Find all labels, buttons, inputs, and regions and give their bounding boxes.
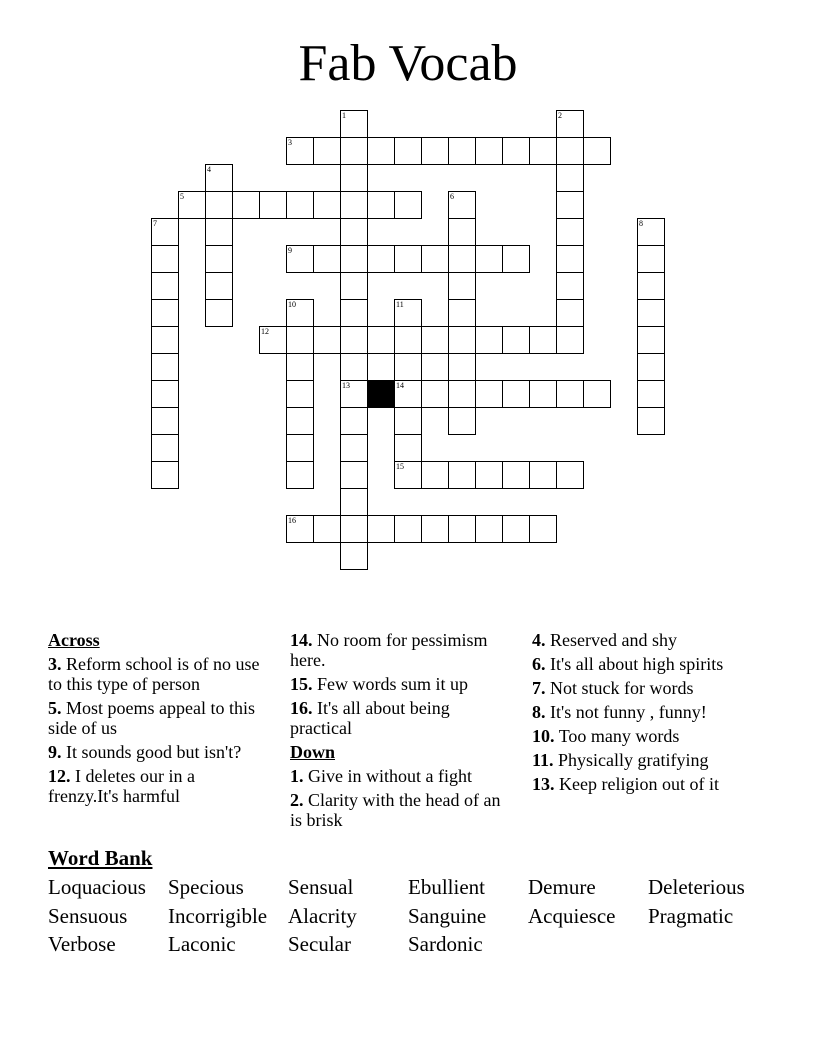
down-heading: Down: [290, 742, 336, 762]
grid-cell[interactable]: [151, 272, 179, 300]
clue-num: 1.: [290, 766, 304, 786]
grid-cell[interactable]: [340, 245, 368, 273]
grid-cell[interactable]: [448, 461, 476, 489]
grid-cell[interactable]: [421, 326, 449, 354]
clue: [532, 774, 762, 794]
grid-cell[interactable]: [313, 515, 341, 543]
clue-number: 15: [396, 462, 404, 471]
grid-cell[interactable]: [556, 380, 584, 408]
grid-cell[interactable]: [313, 326, 341, 354]
grid-cell[interactable]: [340, 272, 368, 300]
clue: [48, 742, 263, 762]
grid-cell[interactable]: [367, 137, 395, 165]
word-bank-word: Sensuous: [48, 904, 128, 928]
clue-num: 3.: [48, 654, 62, 674]
clue: [290, 766, 505, 786]
grid-cell[interactable]: [556, 137, 584, 165]
grid-cell[interactable]: [556, 218, 584, 246]
grid-cell[interactable]: [448, 380, 476, 408]
clue-num: 7.: [532, 678, 546, 698]
grid-cell[interactable]: [529, 515, 557, 543]
grid-cell[interactable]: [151, 461, 179, 489]
clue: [48, 766, 263, 806]
clue-number: 4: [207, 165, 211, 174]
clue-text: Clarity with the head of an is brisk: [290, 790, 501, 830]
grid-cell[interactable]: [637, 407, 665, 435]
grid-cell[interactable]: [340, 110, 368, 138]
clue: [532, 702, 762, 722]
word-bank-word: Ebullient: [408, 875, 485, 899]
grid-cell[interactable]: [394, 137, 422, 165]
grid-cell[interactable]: [421, 245, 449, 273]
grid-cell[interactable]: [394, 380, 422, 408]
grid-cell[interactable]: [556, 164, 584, 192]
word-bank-word: Acquiesce: [528, 904, 616, 928]
word-bank-word: Incorrigible: [168, 904, 268, 928]
grid-cell[interactable]: [205, 191, 233, 219]
grid-cell[interactable]: [637, 218, 665, 246]
word-bank-word: Demure: [528, 875, 596, 899]
grid-cell[interactable]: [286, 461, 314, 489]
clue-text: Reform school is of no use to this type of person: [48, 654, 260, 694]
clue-num: 16.: [290, 698, 313, 718]
clue-num: 8.: [532, 702, 546, 722]
clue: [48, 654, 263, 694]
grid-cell[interactable]: [205, 218, 233, 246]
clues-column-1: [48, 630, 263, 810]
clue-number: 12: [261, 327, 269, 336]
clue-number: 5: [180, 192, 184, 201]
grid-cell[interactable]: [367, 245, 395, 273]
grid-cell[interactable]: [178, 191, 206, 219]
clue-text: Give in without a fight: [308, 766, 472, 786]
clue-text: Reserved and shy: [550, 630, 677, 650]
clue: [290, 674, 505, 694]
grid-cell[interactable]: [151, 353, 179, 381]
grid-cell[interactable]: [502, 380, 530, 408]
grid-cell[interactable]: [340, 218, 368, 246]
grid-cell[interactable]: [367, 326, 395, 354]
grid-cell[interactable]: [340, 164, 368, 192]
grid-cell[interactable]: [475, 137, 503, 165]
grid-cell[interactable]: [637, 299, 665, 327]
grid-cell[interactable]: [151, 326, 179, 354]
grid-cell[interactable]: [313, 245, 341, 273]
grid-cell[interactable]: [502, 461, 530, 489]
clues-column-2: [290, 630, 505, 834]
grid-cell[interactable]: [340, 488, 368, 516]
grid-cell[interactable]: [286, 434, 314, 462]
clue-num: 14.: [290, 630, 313, 650]
clue-num: 2.: [290, 790, 304, 810]
grid-cell[interactable]: [205, 299, 233, 327]
clue-text: I deletes our in a frenzy.It's harmful: [48, 766, 195, 806]
grid-cell[interactable]: [502, 515, 530, 543]
grid-cell[interactable]: [421, 461, 449, 489]
clue: [532, 654, 762, 674]
clue: [290, 630, 505, 670]
grid-cell[interactable]: [475, 326, 503, 354]
grid-cell[interactable]: [286, 299, 314, 327]
grid-cell[interactable]: [556, 245, 584, 273]
grid-cell[interactable]: [340, 191, 368, 219]
grid-cell[interactable]: [151, 299, 179, 327]
clue-text: Few words sum it up: [317, 674, 469, 694]
word-bank-word: Laconic: [168, 932, 236, 956]
grid-cell[interactable]: [448, 191, 476, 219]
word-bank-word: Secular: [288, 932, 351, 956]
clue-number: 7: [153, 219, 157, 228]
grid-cell[interactable]: [340, 434, 368, 462]
grid-cell[interactable]: [286, 407, 314, 435]
grid-cell[interactable]: [448, 353, 476, 381]
clue-num: 11.: [532, 750, 554, 770]
grid-cell[interactable]: [367, 353, 395, 381]
word-bank-word: Verbose: [48, 932, 116, 956]
word-bank-word: Alacrity: [288, 904, 357, 928]
grid-cell[interactable]: [583, 380, 611, 408]
clue-number: 8: [639, 219, 643, 228]
grid-cell[interactable]: [583, 137, 611, 165]
clue-text: No room for pessimism here.: [290, 630, 488, 670]
clue-text: Physically gratifying: [558, 750, 709, 770]
clue-number: 3: [288, 138, 292, 147]
grid-cell[interactable]: [448, 407, 476, 435]
grid-cell[interactable]: [637, 353, 665, 381]
clue-text: It's all about being practical: [290, 698, 450, 738]
clue-number: 9: [288, 246, 292, 255]
across-heading: Across: [48, 630, 100, 650]
clue-num: 6.: [532, 654, 546, 674]
clue-number: 13: [342, 381, 350, 390]
word-bank-word: Sanguine: [408, 904, 487, 928]
grid-cell[interactable]: [421, 380, 449, 408]
grid-cell[interactable]: [448, 326, 476, 354]
grid-cell[interactable]: [259, 191, 287, 219]
clue: [532, 678, 762, 698]
grid-cell[interactable]: [502, 245, 530, 273]
word-bank-word: Pragmatic: [648, 904, 734, 928]
grid-cell[interactable]: [286, 191, 314, 219]
grid-cell[interactable]: [340, 380, 368, 408]
grid-cell[interactable]: [448, 218, 476, 246]
grid-cell[interactable]: [205, 272, 233, 300]
grid-cell[interactable]: [637, 380, 665, 408]
grid-cell[interactable]: [340, 299, 368, 327]
grid-cell[interactable]: [313, 137, 341, 165]
grid-cell[interactable]: [286, 245, 314, 273]
grid-cell[interactable]: [340, 407, 368, 435]
grid-cell[interactable]: [286, 353, 314, 381]
grid-cell[interactable]: [367, 191, 395, 219]
clue-num: 10.: [532, 726, 555, 746]
grid-cell[interactable]: [448, 137, 476, 165]
grid-cell[interactable]: [556, 299, 584, 327]
grid-cell[interactable]: [448, 299, 476, 327]
clue-num: 5.: [48, 698, 62, 718]
clues-column-3: [532, 630, 762, 798]
grid-cell[interactable]: [340, 326, 368, 354]
grid-cell[interactable]: [259, 326, 287, 354]
clue-number: 1: [342, 111, 346, 120]
clue-num: 9.: [48, 742, 62, 762]
grid-cell[interactable]: [637, 326, 665, 354]
puzzle-title: Fab Vocab: [298, 35, 518, 92]
clue-text: Most poems appeal to this side of us: [48, 698, 255, 738]
word-bank-word: Sardonic: [408, 932, 483, 956]
grid-cell[interactable]: [286, 380, 314, 408]
grid-cell[interactable]: [151, 434, 179, 462]
clue-text: It's all about high spirits: [550, 654, 724, 674]
grid-cell[interactable]: [232, 191, 260, 219]
grid-cell[interactable]: [340, 461, 368, 489]
grid-cell[interactable]: [286, 515, 314, 543]
grid-cell[interactable]: [151, 218, 179, 246]
grid-cell[interactable]: [448, 245, 476, 273]
grid-cell[interactable]: [529, 326, 557, 354]
grid-cell[interactable]: [340, 542, 368, 570]
word-bank-word: Loquacious: [48, 875, 146, 899]
grid-cell[interactable]: [502, 326, 530, 354]
grid-cell[interactable]: [448, 515, 476, 543]
clue: [532, 750, 762, 770]
grid-cell[interactable]: [367, 515, 395, 543]
grid-cell[interactable]: [637, 272, 665, 300]
clue-text: Not stuck for words: [550, 678, 694, 698]
grid-cell[interactable]: [313, 191, 341, 219]
grid-cell[interactable]: [340, 353, 368, 381]
clue-num: 13.: [532, 774, 555, 794]
clue-text: Keep religion out of it: [559, 774, 719, 794]
word-bank-title: Word Bank: [48, 846, 153, 870]
grid-cell[interactable]: [475, 380, 503, 408]
word-bank-word: Sensual: [288, 875, 354, 899]
clue: [290, 790, 505, 830]
grid-cell[interactable]: [151, 380, 179, 408]
grid-block-cell: [367, 380, 395, 408]
word-bank-word: Specious: [168, 875, 244, 899]
grid-cell[interactable]: [529, 137, 557, 165]
grid-cell[interactable]: [529, 461, 557, 489]
clue-num: 12.: [48, 766, 71, 786]
clue: [48, 698, 263, 738]
grid-cell[interactable]: [394, 434, 422, 462]
grid-cell[interactable]: [151, 407, 179, 435]
grid-cell[interactable]: [151, 245, 179, 273]
clue-number: 11: [396, 300, 404, 309]
clue: [532, 726, 762, 746]
grid-cell[interactable]: [340, 515, 368, 543]
grid-cell[interactable]: [556, 191, 584, 219]
grid-cell[interactable]: [286, 137, 314, 165]
grid-cell[interactable]: [502, 137, 530, 165]
grid-cell[interactable]: [394, 461, 422, 489]
clue-number: 16: [288, 516, 296, 525]
clue-number: 14: [396, 381, 404, 390]
grid-cell[interactable]: [205, 164, 233, 192]
grid-cell[interactable]: [421, 137, 449, 165]
grid-cell[interactable]: [556, 272, 584, 300]
clue-number: 10: [288, 300, 296, 309]
grid-cell[interactable]: [475, 515, 503, 543]
clue-num: 15.: [290, 674, 313, 694]
grid-cell[interactable]: [286, 326, 314, 354]
grid-cell[interactable]: [637, 245, 665, 273]
grid-cell[interactable]: [448, 272, 476, 300]
grid-cell[interactable]: [394, 245, 422, 273]
grid-cell[interactable]: [394, 191, 422, 219]
grid-cell[interactable]: [421, 515, 449, 543]
grid-cell[interactable]: [340, 137, 368, 165]
clue-num: 4.: [532, 630, 546, 650]
grid-cell[interactable]: [394, 515, 422, 543]
grid-cell[interactable]: [529, 380, 557, 408]
grid-cell[interactable]: [394, 353, 422, 381]
grid-cell[interactable]: [394, 299, 422, 327]
clue-text: It's not funny , funny!: [550, 702, 707, 722]
grid-cell[interactable]: [475, 461, 503, 489]
clue: [532, 630, 762, 650]
clue-text: Too many words: [558, 726, 680, 746]
grid-cell[interactable]: [475, 245, 503, 273]
word-bank-word: Deleterious: [648, 875, 745, 899]
grid-cell[interactable]: [394, 326, 422, 354]
clue-text: It sounds good but isn't?: [66, 742, 242, 762]
grid-cell[interactable]: [394, 407, 422, 435]
grid-cell[interactable]: [556, 326, 584, 354]
grid-cell[interactable]: [556, 110, 584, 138]
clue-number: 6: [450, 192, 454, 201]
grid-cell[interactable]: [556, 461, 584, 489]
grid-cell[interactable]: [205, 245, 233, 273]
clue: [290, 698, 505, 738]
clue-number: 2: [558, 111, 562, 120]
